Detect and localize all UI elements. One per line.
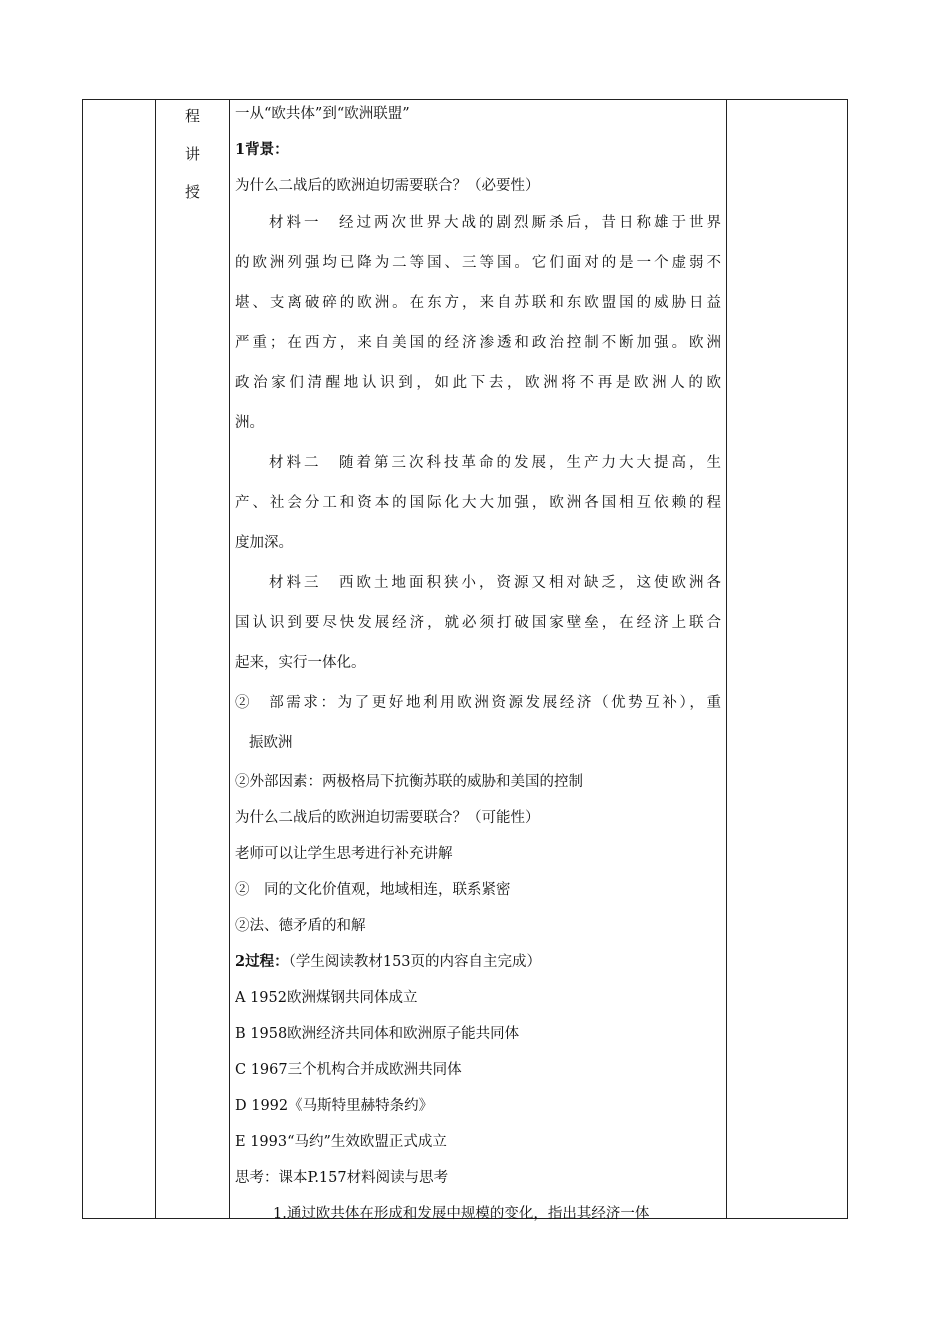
material-line: 洲。 — [235, 415, 264, 431]
process-heading-line — [235, 948, 721, 984]
subsection-heading: 1背景： — [235, 141, 289, 158]
lesson-table — [82, 99, 848, 1222]
question-line: 为什么二战后的欧洲迫切需要联合？（必要性） — [235, 178, 540, 194]
material-line: 度加深。 — [235, 535, 293, 551]
point-line: ② 部需求：为了更好地利用欧洲资源发展经济（优势互补），重 — [235, 695, 721, 711]
timeline-item: B 1958欧洲经济共同体和欧洲原子能共同体 — [235, 1026, 520, 1042]
material-line: 的欧洲列强均已降为二等国、三等国。它们面对的是一个虚弱不 — [235, 255, 721, 271]
material-line: 严重；在西方，来自美国的经济渗透和政治控制不断加强。欧洲 — [235, 335, 721, 351]
material-line: 堪、支离破碎的欧洲。在东方，来自苏联和东欧盟国的威胁日益 — [235, 295, 721, 311]
question-line: 为什么二战后的欧洲迫切需要联合？（可能性） — [235, 810, 540, 826]
column-divider — [155, 100, 156, 1218]
material-line: 起来，实行一体化。 — [235, 655, 366, 671]
think-line: 思考：课本P.157材料阅读与思考 — [235, 1170, 449, 1186]
timeline-item: C 1967三个机构合并成欧洲共同体 — [235, 1062, 462, 1078]
timeline-item: E 1993“马约”生效欧盟正式成立 — [235, 1134, 447, 1150]
material-line: 材料三 西欧土地面积狭小，资源又相对缺乏，这使欧洲各 — [269, 575, 721, 591]
material-line: 国认识到要尽快发展经济，就必须打破国家壁垒，在经济上联合 — [235, 615, 721, 631]
column-divider — [726, 100, 727, 1218]
stage-label-char: 程 — [184, 107, 200, 125]
process-note: （学生阅读教材153页的内容自主完成） — [288, 954, 542, 970]
subsection-heading: 2过程： — [235, 953, 289, 970]
note-line: 老师可以让学生思考进行补充讲解 — [235, 846, 453, 862]
timeline-item: A 1952欧洲煤钢共同体成立 — [235, 990, 418, 1006]
material-line: 材料一 经过两次世界大战的剧烈厮杀后，昔日称雄于世界 — [269, 215, 721, 231]
section-title: 一从“欧共体”到“欧洲联盟” — [235, 106, 410, 122]
stage-label-char: 授 — [184, 183, 200, 201]
point-line: ②法、德矛盾的和解 — [235, 918, 366, 934]
material-line: 材料二 随着第三次科技革命的发展，生产力大大提高，生 — [269, 455, 721, 471]
stage-label-column — [156, 100, 229, 214]
point-line: ② 同的文化价值观，地域相连，联系紧密 — [235, 882, 511, 898]
point-line: 振欧洲 — [249, 735, 293, 751]
column-divider — [229, 100, 230, 1218]
point-line: ②外部因素：两极格局下抗衡苏联的威胁和美国的控制 — [235, 774, 583, 790]
stage-label-char: 讲 — [184, 145, 200, 163]
lesson-content — [235, 100, 721, 1236]
material-line: 政治家们清醒地认识到，如此下去，欧洲将不再是欧洲人的欧 — [235, 375, 721, 391]
material-line: 产、社会分工和资本的国际化大大加强，欧洲各国相互依赖的程 — [235, 495, 721, 511]
think-question: 1.通过欧共体在形成和发展中规模的变化，指出其经济一体 — [273, 1206, 650, 1222]
timeline-item: D 1992《马斯特里赫特条约》 — [235, 1098, 434, 1114]
